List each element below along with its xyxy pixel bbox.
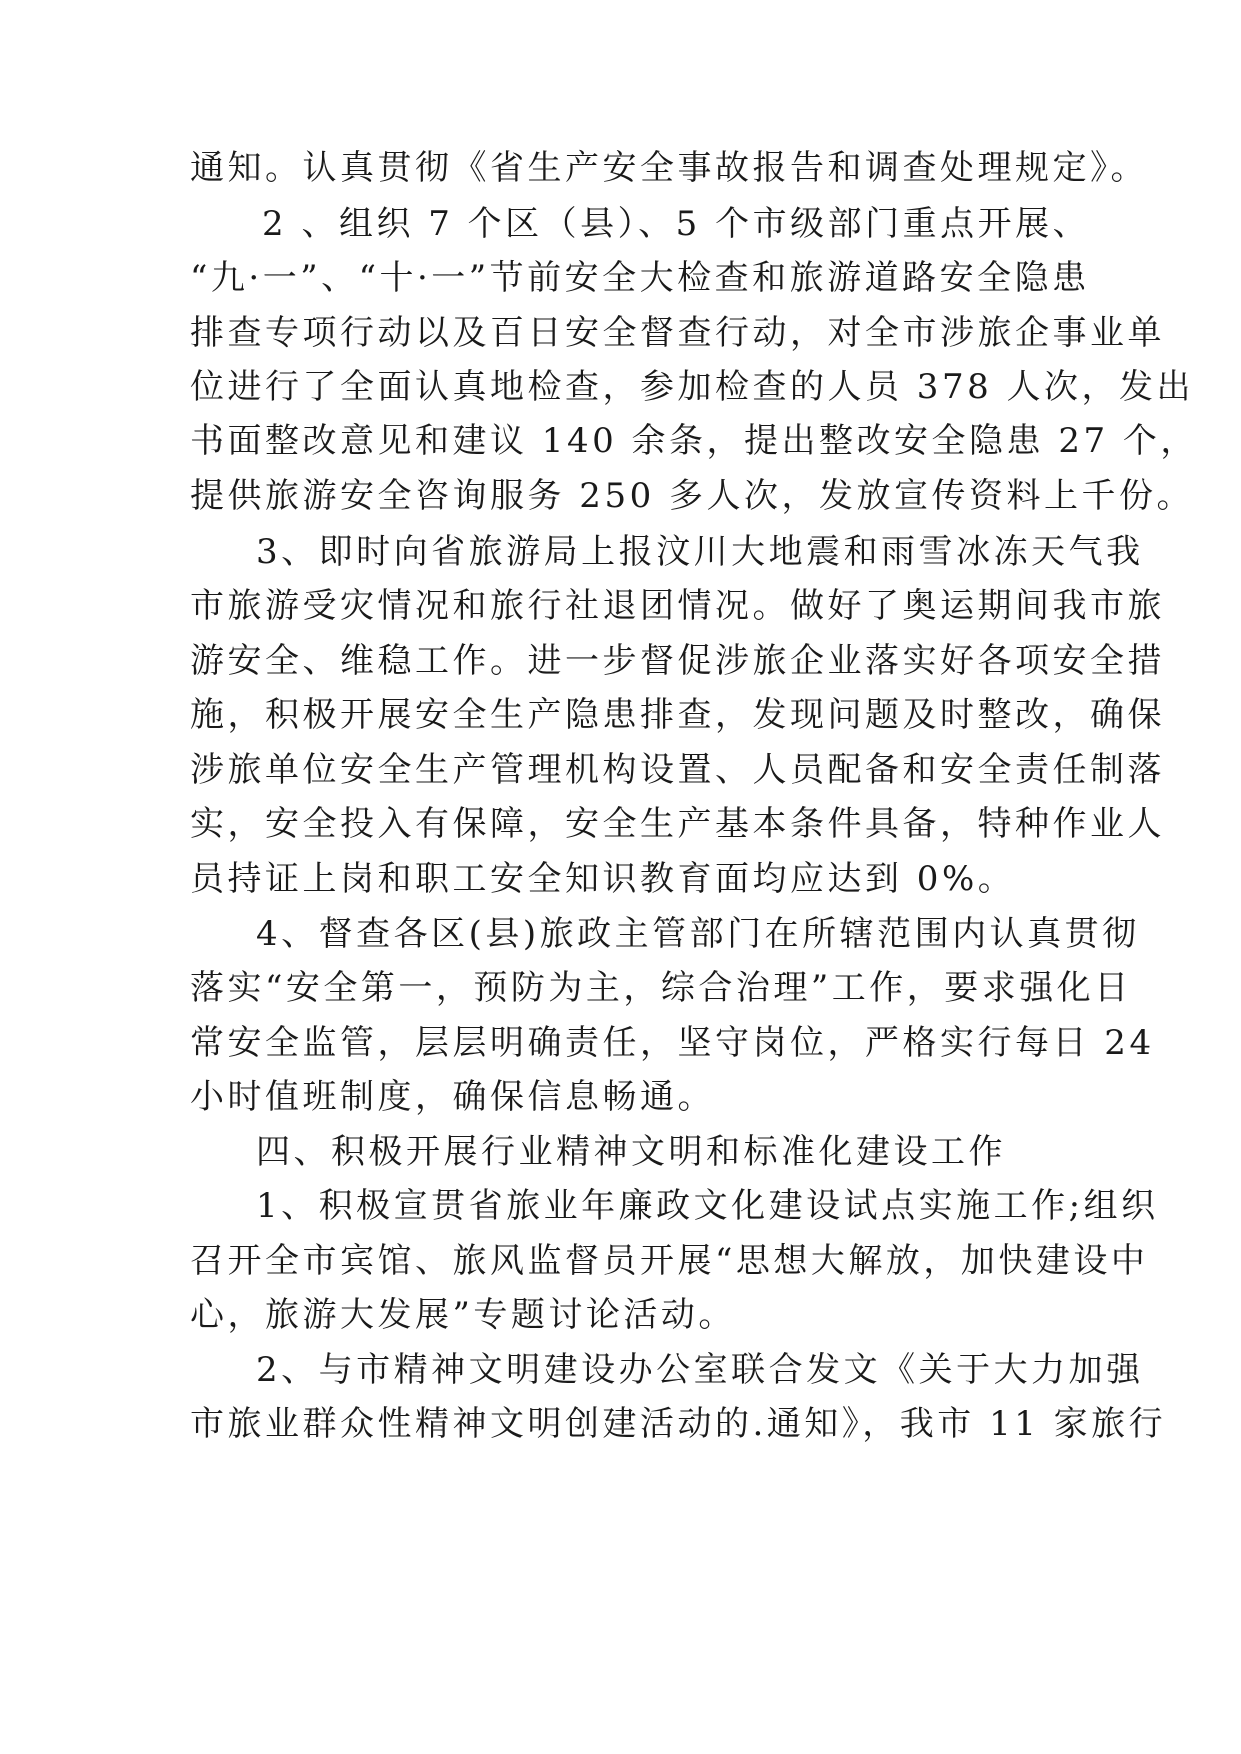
text-line: 涉旅单位安全生产管理机构设置、人员配备和安全责任制落 (190, 750, 1165, 790)
text-line: 提供旅游安全咨询服务 250 多人次，发放宣传资料上千份。 (190, 476, 1195, 516)
text-line: 1、积极宣贯省旅业年廉政文化建设试点实施工作;组织 (256, 1186, 1159, 1226)
text-line: 实，安全投入有保障，安全生产基本条件具备，特种作业人 (190, 804, 1165, 844)
text-line: 书面整改意见和建议 140 余条，提出整改安全隐患 27 个， (190, 421, 1198, 461)
text-line: 常安全监管，层层明确责任，坚守岗位，严格实行每日 24 (190, 1023, 1155, 1063)
text-line: 市旅业群众性精神文明创建活动的.通知》，我市 11 家旅行 (190, 1404, 1167, 1444)
text-line: 员持证上岗和职工安全知识教育面均应达到 0%。 (190, 859, 1016, 899)
text-line: 排查专项行动以及百日安全督查行动，对全市涉旅企事业单 (190, 313, 1165, 353)
text-line: “九·一”、“十·一”节前安全大检查和旅游道路安全隐患 (190, 258, 1090, 298)
text-line: 小时值班制度，确保信息畅通。 (190, 1077, 715, 1117)
text-line: 落实“安全第一，预防为主，综合治理”工作，要求强化日 (190, 968, 1132, 1008)
section-heading: 四、积极开展行业精神文明和标准化建设工作 (256, 1132, 1006, 1172)
text-line: 2 、组织 7 个区（县）、5 个市级部门重点开展、 (262, 204, 1091, 244)
text-line: 2、与市精神文明建设办公室联合发文《关于大力加强 (256, 1350, 1144, 1390)
text-line: 4、督查各区(县)旅政主管部门在所辖范围内认真贯彻 (256, 914, 1140, 954)
text-line: 位进行了全面认真地检查，参加检查的人员 378 人次，发出 (190, 367, 1195, 407)
text-line: 心，旅游大发展”专题讨论活动。 (190, 1295, 736, 1335)
text-line: 召开全市宾馆、旅风监督员开展“思想大解放，加快建设中 (190, 1241, 1149, 1281)
text-line: 通知。认真贯彻《省生产安全事故报告和调查处理规定》。 (190, 148, 1148, 188)
text-line: 市旅游受灾情况和旅行社退团情况。做好了奥运期间我市旅 (190, 586, 1165, 626)
text-line: 游安全、维稳工作。进一步督促涉旅企业落实好各项安全措 (190, 641, 1165, 681)
text-line: 3、即时向省旅游局上报汶川大地震和雨雪冰冻天气我 (256, 532, 1144, 572)
text-line: 施，积极开展安全生产隐患排查，发现问题及时整改，确保 (190, 695, 1165, 735)
